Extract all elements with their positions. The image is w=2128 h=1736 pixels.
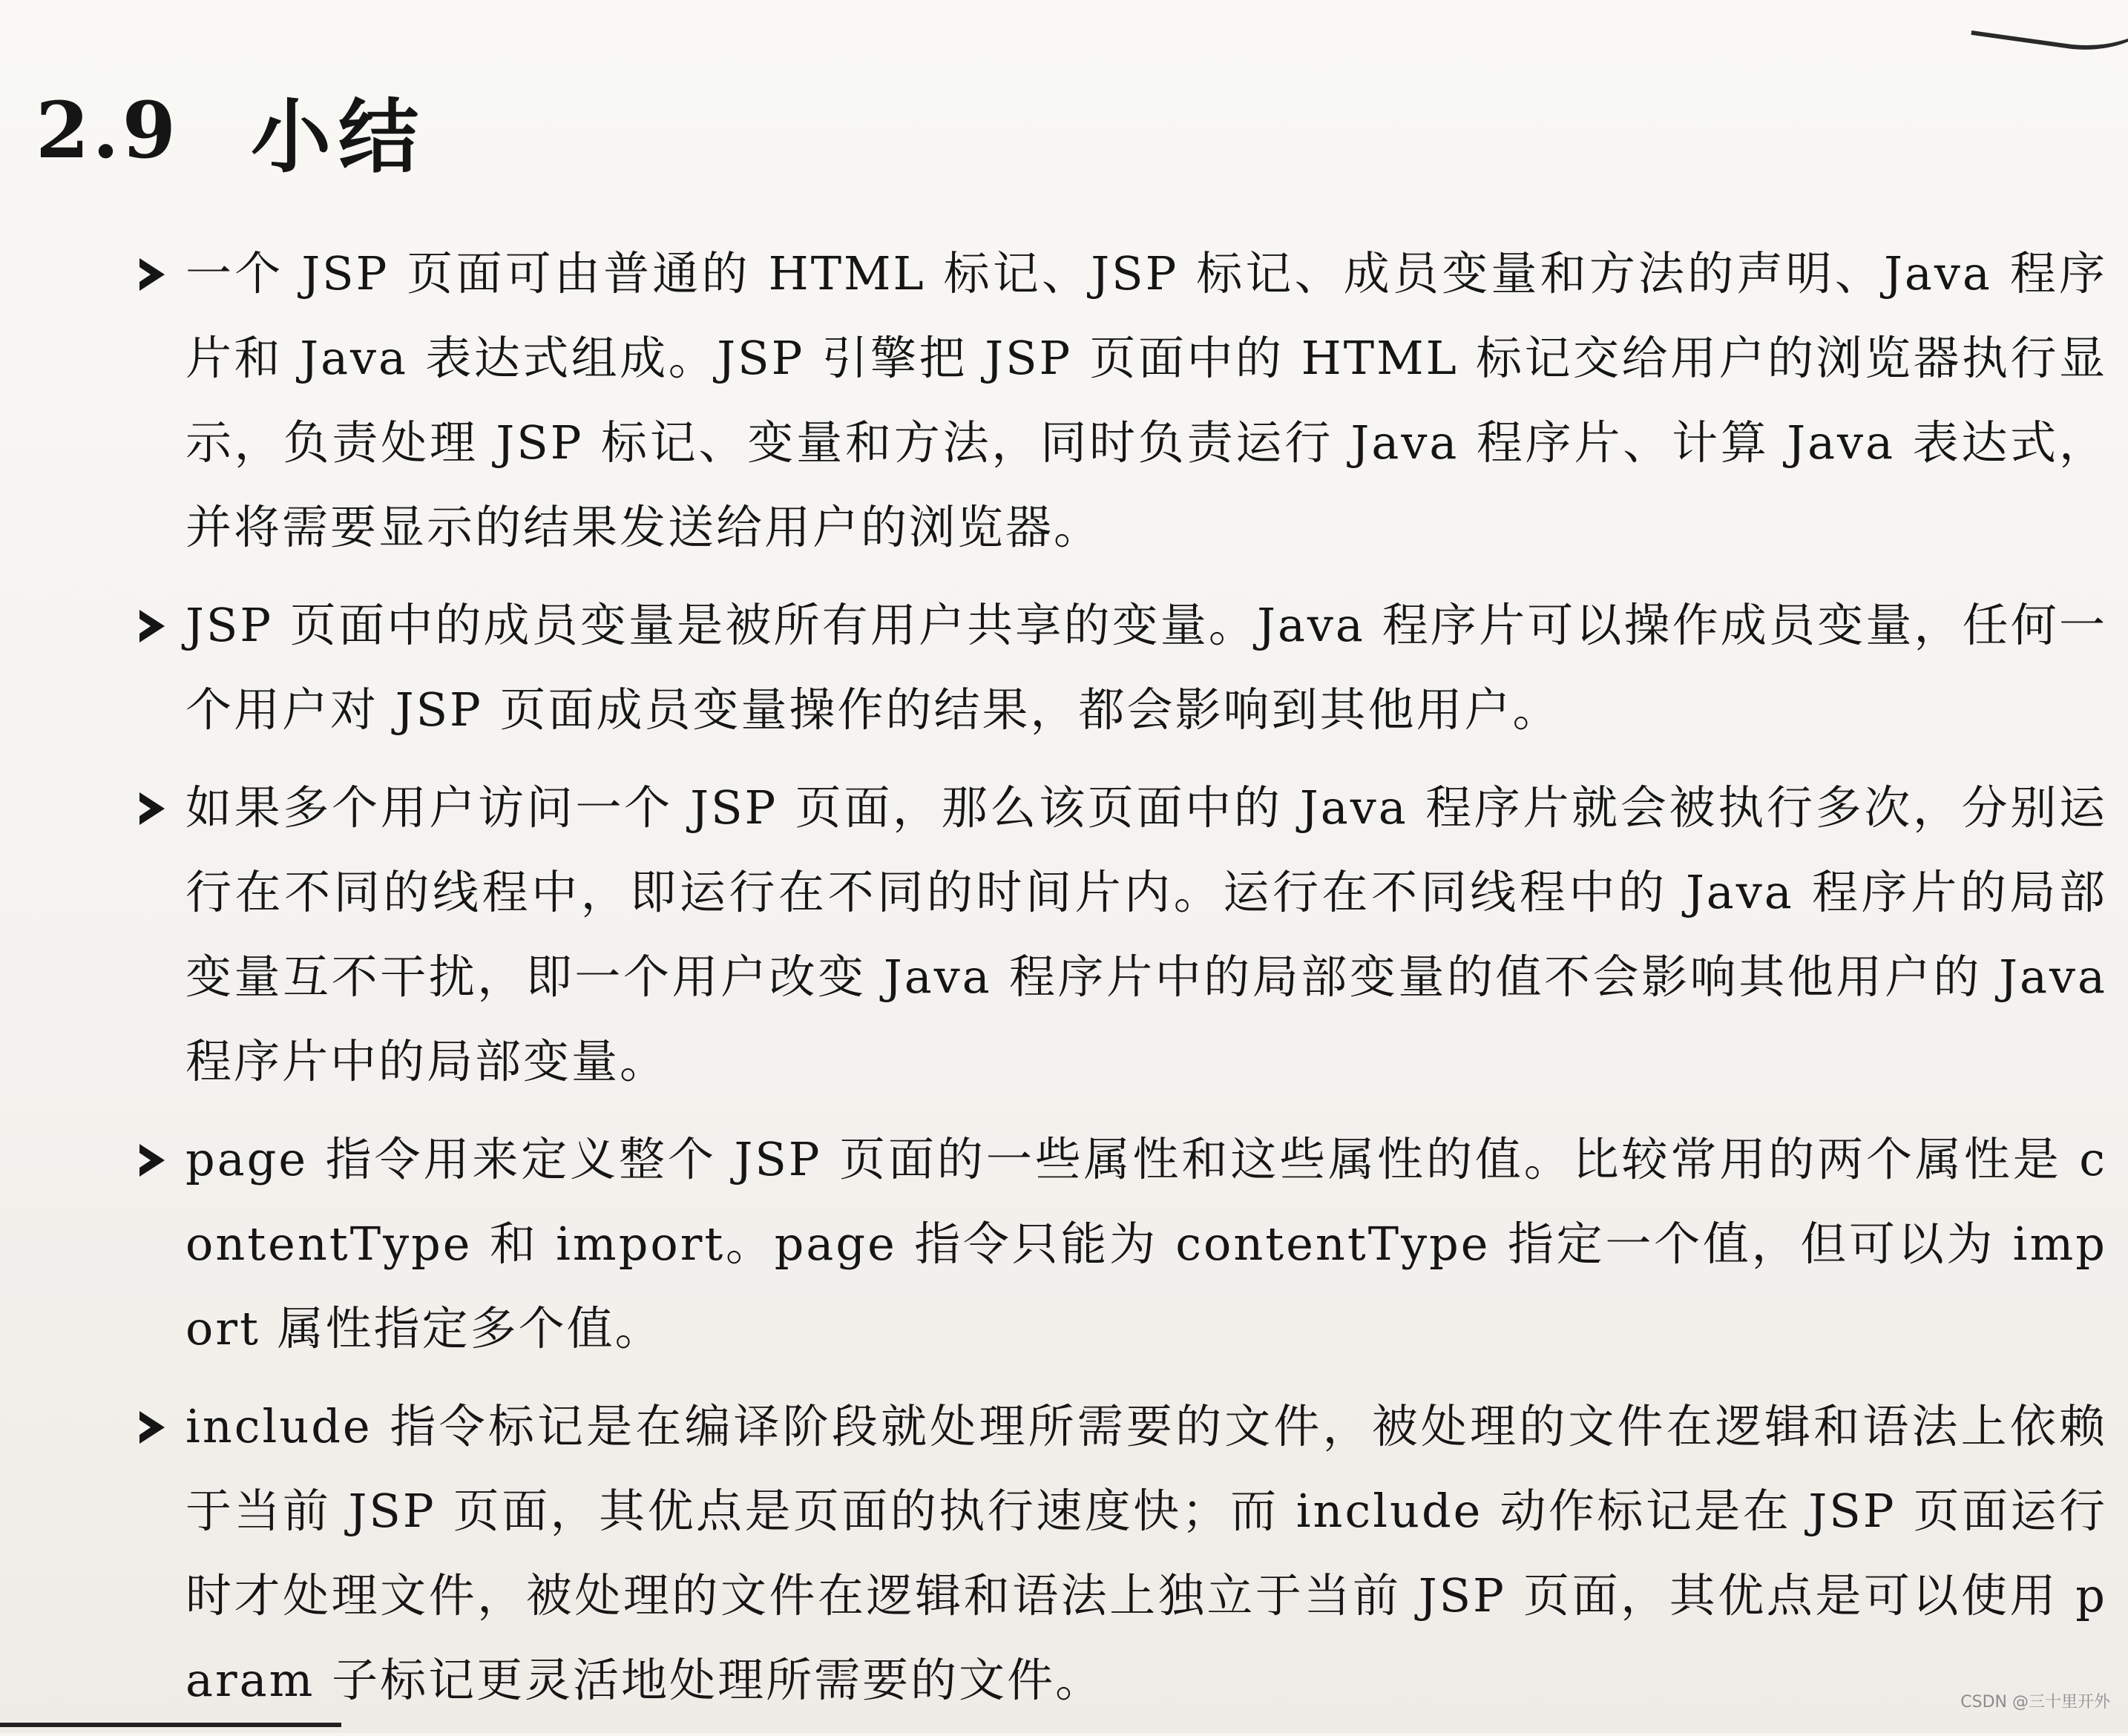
summary-text: JSP 页面中的成员变量是被所有用户共享的变量。Java 程序片可以操作成员变量，任何一个用户对 JSP 页面成员变量操作的结果，都会影响到其他用户。	[185, 598, 2107, 737]
arrow-bullet-icon	[129, 583, 174, 668]
summary-text: 一个 JSP 页面可由普通的 HTML 标记、JSP 标记、成员变量和方法的声明、Java 程序片和 Java 表达式组成。JSP 引擎把 JSP 页面中的 HTML 标记交给用户的浏览器执行显示，负责处理 JSP 标记、变量和方法，同时负责运行 Java 程序片、计算 Java 表达式，并将需要显示的结果发送给用户的浏览器。	[185, 246, 2107, 554]
summary-text: include 指令标记是在编译阶段就处理所需要的文件，被处理的文件在逻辑和语法上依赖于当前 JSP 页面，其优点是页面的执行速度快；而 include 动作标记是在 JSP 页面运行时才处理文件，被处理的文件在逻辑和语法上独立于当前 JSP 页面，其优点是可以使用 param 子标记更灵活地处理所需要的文件。	[185, 1399, 2107, 1707]
summary-list	[126, 231, 2107, 1736]
arrow-bullet-icon	[129, 766, 174, 850]
summary-text: page 指令用来定义整个 JSP 页面的一些属性和这些属性的值。比较常用的两个属性是 contentType 和 import。page 指令只能为 contentType 指定一个值，但可以为 import 属性指定多个值。	[185, 1132, 2107, 1355]
summary-item	[126, 1384, 2107, 1723]
summary-text: 如果多个用户访问一个 JSP 页面，那么该页面中的 Java 程序片就会被执行多次，分别运行在不同的线程中，即运行在不同的时间片内。运行在不同线程中的 Java 程序片的局部变量互不干扰，即一个用户改变 Java 程序片中的局部变量的值不会影响其他用户的 Java 程序片中的局部变量。	[185, 780, 2107, 1088]
page-bottom-rule	[0, 1723, 341, 1727]
page-corner-curve	[1971, 0, 2128, 62]
summary-item	[126, 1117, 2107, 1371]
section-number: 2.9	[36, 84, 179, 176]
arrow-bullet-icon	[129, 1117, 174, 1202]
summary-item	[126, 766, 2107, 1104]
summary-item	[126, 231, 2107, 570]
section-heading	[36, 74, 426, 185]
section-title: 小结	[251, 91, 427, 184]
csdn-watermark: CSDN @三十里开外	[1960, 1693, 2110, 1712]
summary-item	[126, 583, 2107, 752]
arrow-bullet-icon	[129, 231, 174, 316]
arrow-bullet-icon	[129, 1384, 174, 1469]
